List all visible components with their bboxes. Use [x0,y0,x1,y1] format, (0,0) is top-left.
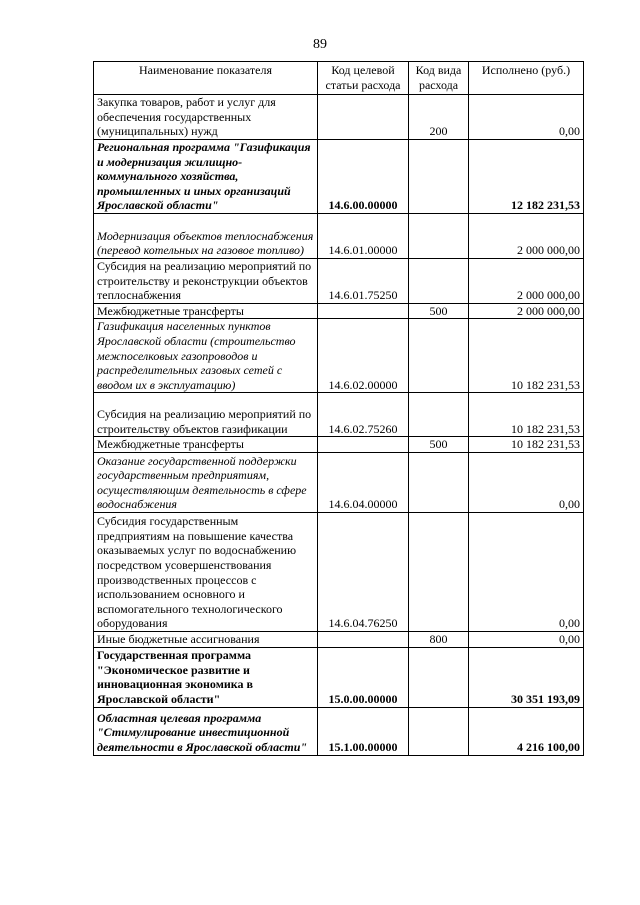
page-number: 89 [313,37,327,52]
row-kind-code-cell: 500 [409,437,469,453]
row-amount-cell: 12 182 231,53 [469,139,584,213]
table-row [94,303,584,319]
table-row [94,631,584,647]
row-amount-cell: 0,00 [469,631,584,647]
row-amount-cell: 10 182 231,53 [469,437,584,453]
row-kind-code-cell: 800 [409,631,469,647]
table-row [94,707,584,755]
row-name-cell: Государственная программа "Экономическое развитие и инновационная экономика в Ярославской области" [94,647,318,707]
row-name-cell: Закупка товаров, работ и услуг для обеспечения государственных (муниципальных) нужд [94,95,318,140]
row-target-code-cell: 14.6.02.00000 [318,319,409,393]
table-row [94,319,584,393]
table-header-row [94,62,584,95]
row-name-cell: Иные бюджетные ассигнования [94,631,318,647]
row-target-code-cell: 14.6.04.00000 [318,452,409,512]
row-target-code-cell: 14.6.02.75260 [318,393,409,437]
row-amount-cell: 0,00 [469,512,584,631]
header-kind-code: Код вида расхода [409,62,469,95]
row-kind-code-cell [409,139,469,213]
row-kind-code-cell [409,258,469,303]
row-name-cell: Субсидия на реализацию мероприятий по строительству объектов газификации [94,393,318,437]
row-amount-cell: 30 351 193,09 [469,647,584,707]
row-name-cell: Субсидия на реализацию мероприятий по строительству и реконструкции объектов теплоснабжения [94,258,318,303]
table-row [94,258,584,303]
row-name-cell: Региональная программа "Газификация и модернизация жилищно-коммунального хозяйства, промышленных и иных организаций Ярославской области" [94,139,318,213]
row-target-code-cell: 14.6.01.75250 [318,258,409,303]
row-kind-code-cell [409,707,469,755]
header-amount: Исполнено (руб.) [469,62,584,95]
budget-table [93,61,584,756]
row-target-code-cell: 15.0.00.00000 [318,647,409,707]
header-name: Наименование показателя [94,62,318,95]
row-name-cell: Межбюджетные трансферты [94,437,318,453]
row-kind-code-cell [409,319,469,393]
row-kind-code-cell [409,213,469,258]
table-row [94,95,584,140]
row-kind-code-cell [409,512,469,631]
table-row [94,647,584,707]
row-amount-cell: 0,00 [469,452,584,512]
row-target-code-cell: 15.1.00.00000 [318,707,409,755]
row-name-cell: Газификация населенных пунктов Ярославской области (строительство межпоселковых газопроводов и распределительных газовых сетей с вводом их в эксплуатацию) [94,319,318,393]
row-target-code-cell [318,303,409,319]
table-row [94,139,584,213]
table-row [94,512,584,631]
row-kind-code-cell: 200 [409,95,469,140]
table-row [94,393,584,437]
row-kind-code-cell [409,452,469,512]
table-row [94,437,584,453]
row-amount-cell: 10 182 231,53 [469,393,584,437]
row-target-code-cell [318,631,409,647]
row-name-cell: Субсидия государственным предприятиям на повышение качества оказываемых услуг по водоснабжению посредством усовершенствования производственных процессов с использованием основного и вспомогательного технологического оборудования [94,512,318,631]
table-row [94,452,584,512]
row-amount-cell: 10 182 231,53 [469,319,584,393]
row-amount-cell: 2 000 000,00 [469,213,584,258]
row-kind-code-cell [409,393,469,437]
row-name-cell: Модернизация объектов теплоснабжения (перевод котельных на газовое топливо) [94,213,318,258]
row-target-code-cell: 14.6.00.00000 [318,139,409,213]
row-name-cell: Областная целевая программа "Стимулирование инвестиционной деятельности в Ярославской области" [94,707,318,755]
row-target-code-cell [318,437,409,453]
row-target-code-cell: 14.6.01.00000 [318,213,409,258]
row-name-cell: Межбюджетные трансферты [94,303,318,319]
header-target-code: Код целевой статьи расхода [318,62,409,95]
row-amount-cell: 4 216 100,00 [469,707,584,755]
row-kind-code-cell [409,647,469,707]
row-name-cell: Оказание государственной поддержки государственным предприятиям, осуществляющим деятельность в сфере водоснабжения [94,452,318,512]
row-kind-code-cell: 500 [409,303,469,319]
row-amount-cell: 2 000 000,00 [469,303,584,319]
row-amount-cell: 2 000 000,00 [469,258,584,303]
row-amount-cell: 0,00 [469,95,584,140]
row-target-code-cell: 14.6.04.76250 [318,512,409,631]
table-row [94,213,584,258]
row-target-code-cell [318,95,409,140]
